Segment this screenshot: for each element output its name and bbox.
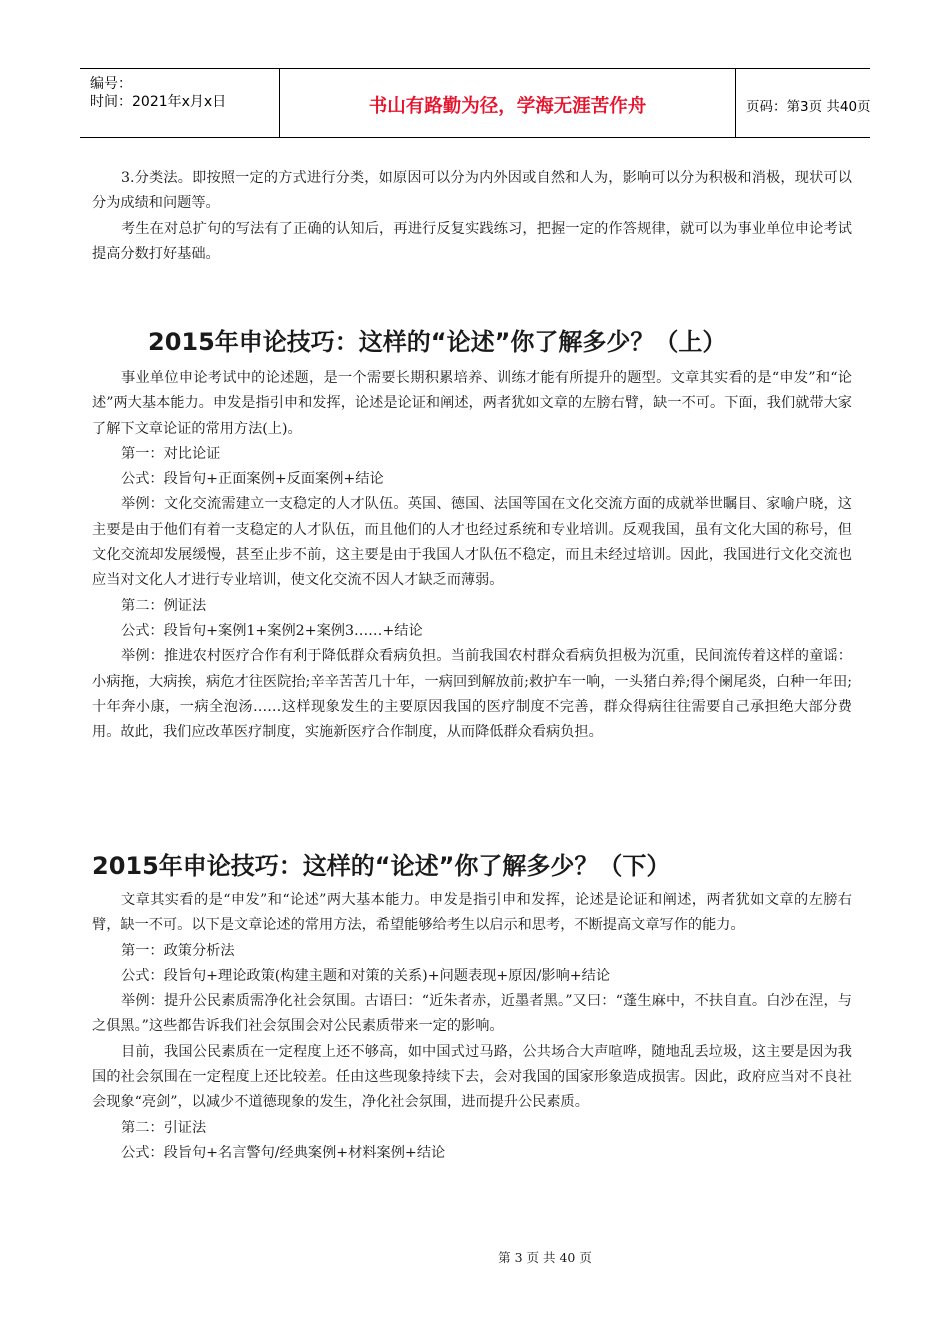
section2-paragraph-4: 举例：提升公民素质需净化社会氛围。古语曰：“近朱者赤，近墨者黑。”又曰：“蓬生麻中，不扶自直。白沙在涅，与之俱黑。”这些都告诉我们社会氛围会对公民素质带来一定的影响。: [92, 993, 852, 1035]
page-header: [80, 68, 870, 138]
intro-paragraph-2: 考生在对总扩句的写法有了正确的认知后，再进行反复实践练习，把握一定的作答规律，就可以为事业单位申论考试提高分数打好基础。: [92, 220, 852, 262]
intro-block: [92, 166, 852, 267]
section2-paragraph-6: 第二：引证法: [121, 1119, 207, 1136]
section1-paragraph-7: 举例：推进农村医疗合作有利于降低群众看病负担。当前我国农村群众看病负担极为沉重，民间流传着这样的童谣：小病拖，大病挨，病危才往医院抬;辛辛苦苦几十年，一病回到解放前;救护车一响，一头猪白养;得个阑尾炎，白种一年田;十年奔小康，一病全泡汤……这样现象发生的主要原因我国的医疗制度不完善，群众得病往往需要自己承担绝大部分费用。故此，我们应改革医疗制度，实施新医疗合作制度，从而降低群众看病负担。: [92, 648, 852, 741]
section1-paragraph-4: 举例：文化交流需建立一支稳定的人才队伍。英国、德国、法国等国在文化交流方面的成就举世瞩目、家喻户晓，这主要是由于他们有着一支稳定的人才队伍，而且他们的人才也经过系统和专业培训。反观我国，虽有文化大国的称号，但文化交流却发展缓慢，甚至止步不前，这主要是由于我国人才队伍不稳定，而且未经过培训。因此，我国进行文化交流也应当对文化人才进行专业培训，使文化交流不因人才缺乏而薄弱。: [92, 496, 852, 589]
section1-body: [92, 366, 852, 745]
section2-paragraph-3: 公式：段旨句+理论政策(构建主题和对策的关系)+问题表现+原因/影响+结论: [121, 967, 611, 984]
section1-paragraph-1: 事业单位申论考试中的论述题，是一个需要长期积累培养、训练才能有所提升的题型。文章其实看的是“申发”和“论述”两大基本能力。申发是指引申和发挥，论述是论证和阐述，两者犹如文章的左膀右臂，缺一不可。下面，我们就带大家了解下文章论证的常用方法(上)。: [92, 370, 852, 437]
date-label: 时间：2021年x月x日: [90, 94, 227, 110]
section2-paragraph-7: 公式：段旨句+名言警句/经典案例+材料案例+结论: [121, 1144, 446, 1161]
section2-title: 2015年申论技巧：这样的“论述”你了解多少？（下）: [92, 852, 671, 880]
section2-paragraph-2: 第一：政策分析法: [121, 942, 235, 959]
section2-paragraph-5: 目前，我国公民素质在一定程度上还不够高，如中国式过马路，公共场合大声喧哗，随地乱丢垃圾，这主要是因为我国的社会氛围在一定程度上还比较差。任由这些现象持续下去，会对我国的国家形象造成损害。因此，政府应当对不良社会现象“亮剑”，以减少不道德现象的发生，净化社会氛围，进而提升公民素质。: [92, 1043, 852, 1111]
page-footer: 第 3 页 共 40 页: [498, 1250, 592, 1265]
section2-body: [92, 888, 852, 1166]
section1-title: 2015年申论技巧：这样的“论述”你了解多少？（上）: [148, 328, 727, 356]
header-page-info: 页码：第3页 共40页: [746, 99, 871, 115]
section1-paragraph-2: 第一：对比论证: [121, 445, 221, 462]
header-motto: 书山有路勤为径，学海无涯苦作舟: [368, 96, 647, 117]
header-motto-cell: [280, 69, 736, 137]
intro-paragraph-1: 3.分类法。即按照一定的方式进行分类，如原因可以分为内外因或自然和人为，影响可以分为积极和消极，现状可以分为成绩和问题等。: [92, 170, 852, 212]
header-page-cell: [736, 69, 870, 137]
header-meta-cell: [80, 69, 280, 137]
section1-paragraph-6: 公式：段旨句+案例1+案例2+案例3……+结论: [121, 622, 423, 639]
section1-paragraph-3: 公式：段旨句+正面案例+反面案例+结论: [121, 471, 384, 488]
section2-paragraph-1: 文章其实看的是“申发”和“论述”两大基本能力。申发是指引申和发挥，论述是论证和阐述，两者犹如文章的左膀右臂，缺一不可。以下是文章论述的常用方法，希望能够给考生以启示和思考，不断提高文章写作的能力。: [92, 892, 852, 934]
section1-paragraph-5: 第二：例证法: [121, 597, 207, 614]
code-label: 编号：: [90, 76, 132, 92]
